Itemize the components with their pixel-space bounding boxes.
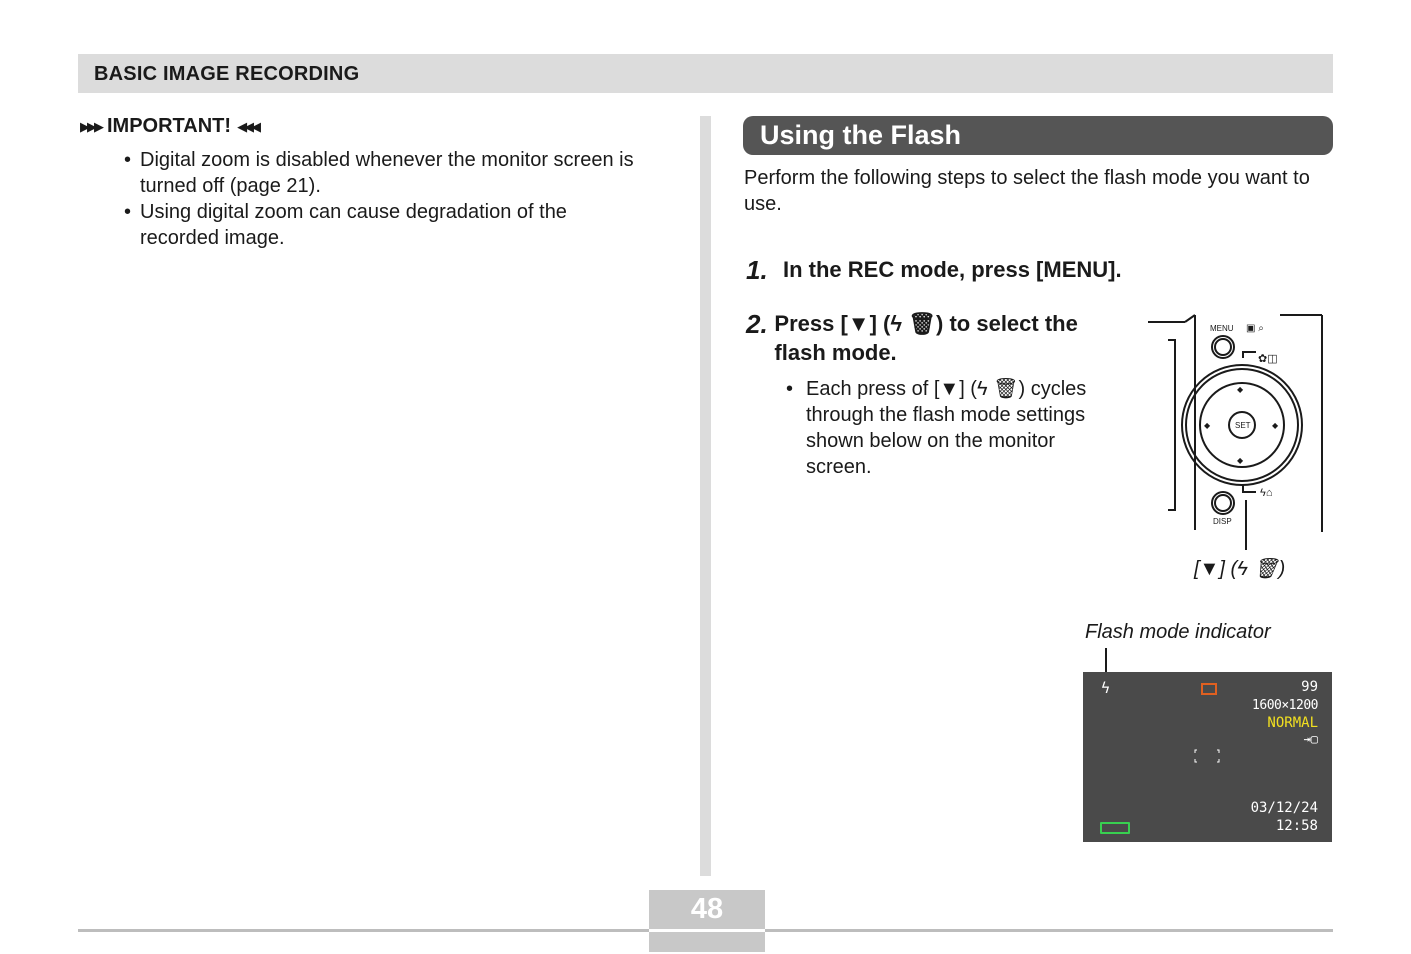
zoom-icon: ▣ ⌕ — [1246, 323, 1264, 334]
important-label: IMPORTANT! — [107, 115, 232, 137]
page-number-gap — [649, 929, 765, 932]
time-readout: 12:58 — [1275, 818, 1318, 834]
list-item: • Each press of [▼] (ϟ 🗑) cycles through the flash mode settings shown below on the monitor screen. — [786, 376, 1106, 480]
focus-frame-icon — [1194, 749, 1220, 763]
list-item: • Digital zoom is disabled whenever the monitor screen is turned off (page 21). — [124, 147, 644, 199]
section-title: Using the Flash — [760, 120, 962, 150]
date-readout: 03/12/24 — [1250, 800, 1318, 816]
right-arrows-icon: ▶▶▶ — [80, 119, 101, 134]
step-1 — [746, 255, 1122, 285]
set-label: SET — [1235, 421, 1251, 430]
left-arrows-icon: ◀◀◀ — [237, 119, 259, 134]
disp-label: DISP — [1213, 517, 1232, 526]
column-divider — [700, 116, 711, 876]
step-text: In the REC mode, press [MENU]. — [783, 257, 1122, 282]
important-heading — [80, 115, 258, 138]
list-item: • Using digital zoom can cause degradation of the recorded image. — [124, 199, 644, 251]
record-mode-icon — [1201, 683, 1217, 695]
intro-paragraph: Perform the following steps to select the flash mode you want to use. — [744, 167, 1310, 215]
page-number: 48 — [690, 893, 724, 925]
step-2-notes — [786, 376, 1106, 480]
right-arrow-icon: ◆ — [1272, 421, 1279, 430]
step-2 — [746, 309, 1106, 367]
camera-controls-diagram — [1140, 310, 1340, 550]
step-number: 1. — [746, 255, 768, 285]
down-arrow-icon: ◆ — [1237, 456, 1244, 465]
menu-label: MENU — [1210, 324, 1234, 333]
flash-icon: ϟ — [1101, 679, 1111, 697]
important-list — [124, 147, 644, 251]
button-caption: [▼] (ϟ 🗑) — [1194, 558, 1286, 580]
step-number: 2. — [746, 309, 768, 339]
left-arrow-icon: ◆ — [1204, 421, 1211, 430]
macro-icon: ✿◫ — [1258, 353, 1278, 365]
step-text: Press [▼] (ϟ 🗑) to select the flash mode. — [774, 311, 1078, 365]
up-arrow-icon: ◆ — [1237, 385, 1244, 394]
flash-delete-icon: ϟ⌂ — [1260, 487, 1273, 499]
flash-indicator-caption: Flash mode indicator — [1085, 621, 1271, 643]
monitor-screen — [1083, 672, 1332, 842]
section-header-title: BASIC IMAGE RECORDING — [94, 63, 360, 85]
memory-icon: ⇥▢ — [1303, 732, 1318, 746]
battery-icon — [1100, 822, 1130, 834]
shots-remaining: 99 — [1301, 679, 1318, 695]
image-quality: NORMAL — [1267, 715, 1318, 731]
image-size: 1600×1200 — [1252, 698, 1318, 713]
